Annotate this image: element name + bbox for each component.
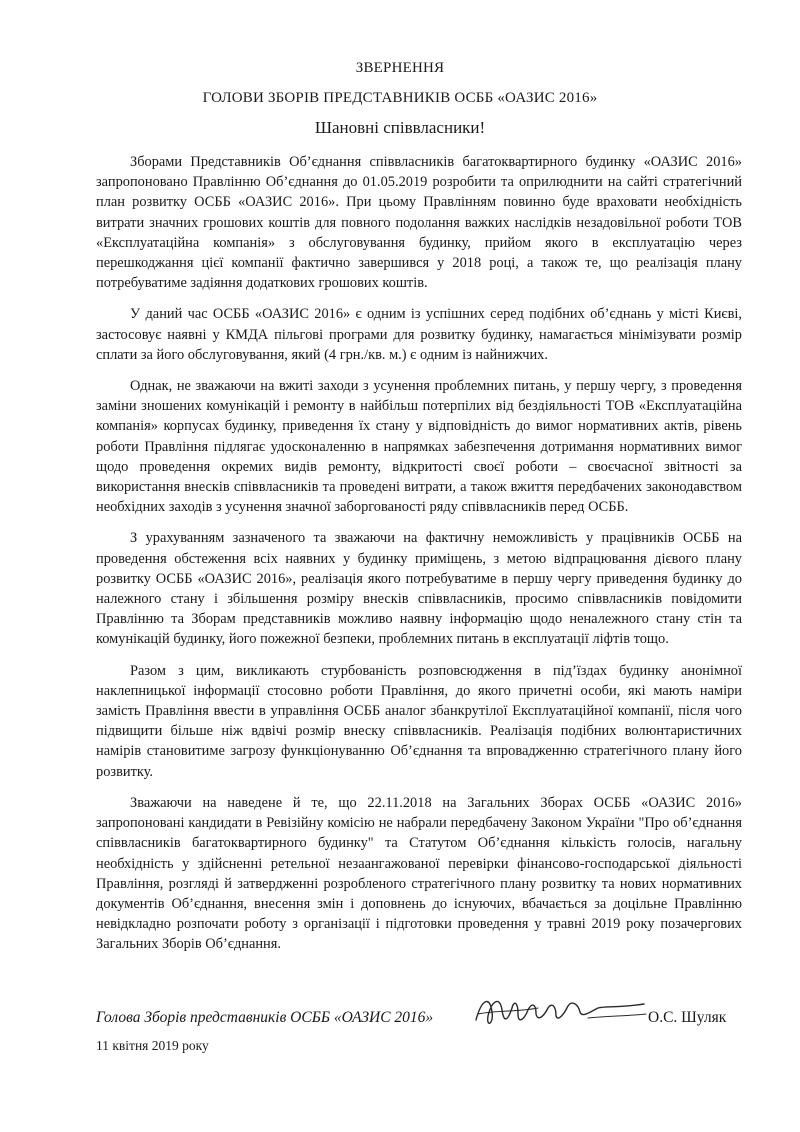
document-date: 11 квітня 2019 року [96, 1038, 209, 1053]
paragraph: Разом з цим, викликають стурбованість розповсюдження в під’їздах будинку анонімної наклепницької інформації стосовно роботи Правління, до якого причетні особи, які мають наміри замість Правління ввести в управління ОСББ аналог збанкрутілої Експлуатаційної компанії, після чого підвищити більше ніж вдвічі розмір внеску співвласників. Реалізація подібних волюнтаристичних намірів становитиме загрозу функціонуванню Об’єднання та впровадженню стратегічного плану його розвитку. [96, 662, 742, 780]
paragraph: Зважаючи на наведене й те, що 22.11.2018 на Загальних Зборах ОСББ «ОАЗИС 2016» запропоновані кандидати в Ревізійну комісію не набрали передбачену Законом України "Про об’єднання співвласників багатоквартирного будинку" та Статутом Об’єднання кількість голосів, нагальну необхідність у здійсненні ретельної незаангажованої перевірки фінансово-господарської діяльності Правління, розгляді й затвердженні розробленого стратегічного плану розвитку та нових нормативних документів Об’єднання, внесення змін і доповнень до існуючих, вбачається за доцільне Правлінню невідкладно розпочати роботу з організації і підготовки проведення у травні 2019 року позачергових Загальних Зборів Об’єднання. [96, 794, 742, 953]
handwritten-signature [468, 990, 648, 1034]
document-title: ЗВЕРНЕННЯ [355, 60, 445, 76]
document-body [96, 152, 742, 966]
signatory-position: Голова Зборів представників ОСББ «ОАЗИС 2016» [96, 1009, 434, 1026]
document-subtitle: ГОЛОВИ ЗБОРІВ ПРЕДСТАВНИКІВ ОСББ «ОАЗИС 2016» [202, 90, 598, 106]
greeting: Шановні співвласники! [314, 118, 486, 137]
paragraph: У даний час ОСББ «ОАЗИС 2016» є одним із успішних серед подібних об’єднань у місті Києві, застосовує наявні у КМДА пільгові програми для розвитку будинку, намагається мінімізувати розмір сплати за його обслуговування, який (4 грн./кв. м.) є одним із найнижчих. [96, 306, 742, 363]
paragraph: Однак, не зважаючи на вжиті заходи з усунення проблемних питань, у першу чергу, з проведення заміни зношених комунікацій і ремонту в найбільш потерпілих від бездіяльності ТОВ «Експлуатаційна компанія» корпусах будинку, приведення їх стану у відповідність до вимог нормативних актів, рівень роботи Правління підлягає удосконаленню в напрямках забезпечення дотримання нормативних вимог щодо проведення окремих видів ремонту, відкритості своєї роботи – своєчасної звітності за використання внесків співвласників та проведені витрати, а також вжиття передбачених законодавством необхідних заходів з усунення значної заборгованості ряду співвласників перед ОСББ. [96, 378, 742, 516]
paragraph: З урахуванням зазначеного та зважаючи на фактичну неможливість у працівників ОСББ на проведення обстеження всіх наявних у будинку приміщень, з метою відпрацювання дієвого плану розвитку ОСББ «ОАЗИС 2016», реалізація якого потребуватиме в першу чергу приведення будинку до належного стану і збільшення розміру внесків співвласників, просимо співвласників повідомити Правлінню та Зборам представників можливо наявну інформацію щодо неналежного стану стін та комунікацій будинку, його пожежної безпеки, проблемних питань в експлуатації ліфтів тощо. [96, 530, 742, 648]
paragraph: Зборами Представників Об’єднання співвласників багатоквартирного будинку «ОАЗИС 2016» запропоновано Правлінню Об’єднання до 01.05.2019 розробити та оприлюднити на сайті стратегічний план розвитку ОСББ «ОАЗИС 2016». При цьому Правлінням повинно буде враховати необхідність витрати значних грошових коштів для повного подолання важких наслідків незадовільної роботи ТОВ «Експлуатаційна компанія» з обслуговування будинку, прийом якого в експлуатацію через перешкоджання цієї компанії фактично завершився у 2018 році, а також те, що реалізація плану потребуватиме задіяння додаткових грошових коштів. [96, 154, 742, 292]
signatory-name: О.С. Шуляк [648, 1009, 727, 1026]
